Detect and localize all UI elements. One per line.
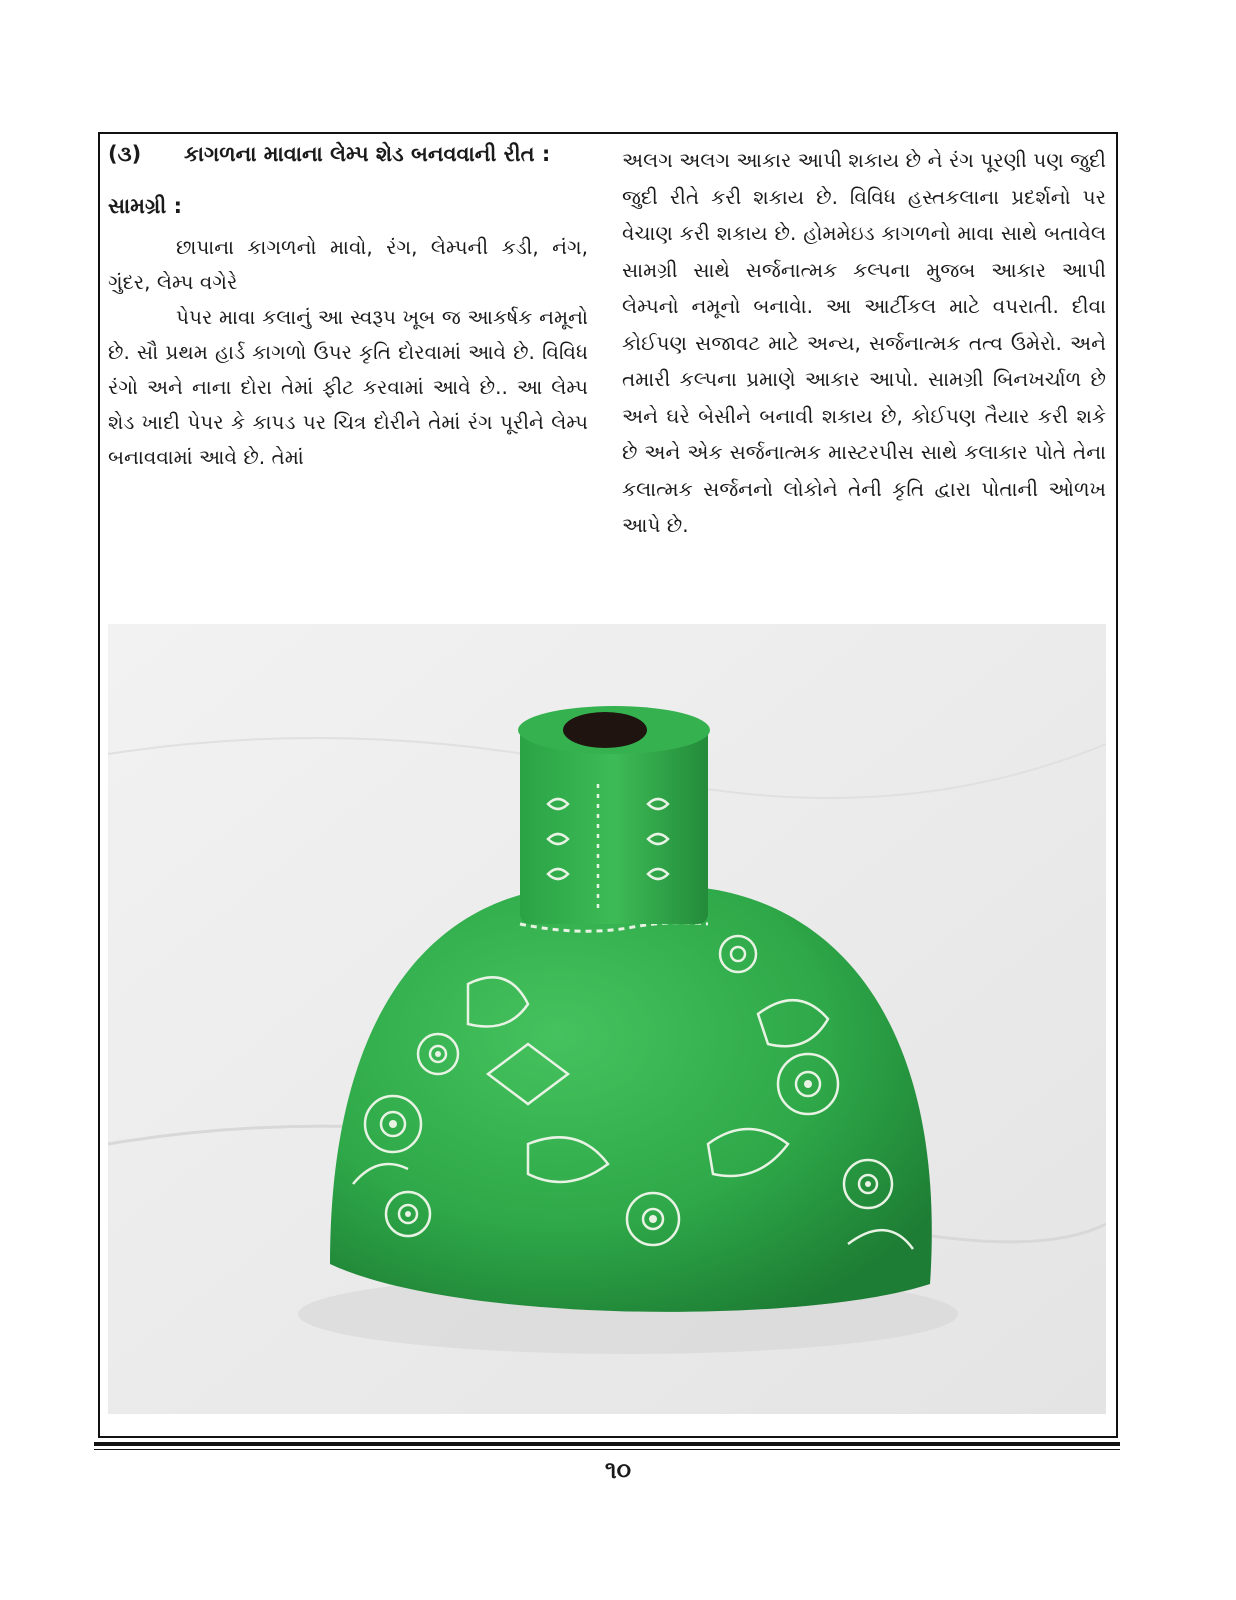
- materials-text: છાપાના કાગળનો માવો, રંગ, લેમ્પની કડી, નંગ, ગુંદર, લેમ્પ વગેરે: [108, 235, 588, 294]
- section-heading: [108, 142, 588, 182]
- left-paragraph: પેપર માવા કલાનું આ સ્વરૂપ ખૂબ જ આકર્ષક નમૂનો છે. સૌ પ્રથમ હાર્ડ કાગળો ઉપર કૃતિ દોરવામાં આવે છે. વિવિધ રંગો અને નાના દોરા તેમાં ફીટ કરવામાં આવે છે.. આ લેમ્પ શેડ ખાદી પેપર કે કાપડ પર ચિત્ર દોરીને તેમાં રંગ પૂરીને લેમ્પ બનાવવામાં આવે છે. તેમાં: [108, 305, 588, 469]
- materials-heading: સામગ્રી :: [108, 194, 183, 218]
- right-paragraph: અલગ અલગ આકાર આપી શકાય છે ને રંગ પૂરણી પણ જુદી જુદી રીતે કરી શકાય છે. વિવિધ હસ્તકલાના પ્રદર્શનો પર વેચાણ કરી શકાય છે. હોમમેઇડ કાગળનો માવા સાથે બતાવેલ સામગ્રી સાથે સર્જનાત્મક કલ્પના મુજબ આકાર આપી લેમ્પનો નમૂનો બનાવેા. આ આર્ટીકલ માટે વપરાતી. દીવા કોઈપણ સજાવટ માટે અન્ય, સર્જનાત્મક તત્વ ઉમેરો. અને તમારી કલ્પના પ્રમાણે આકાર આપો. સામગ્રી બિનખર્ચાળ છે અને ઘરે બેસીને બનાવી શકાય છે, કોઈપણ તૈયાર કરી શકે છે અને એક સર્જનાત્મક માસ્ટરપીસ સાથે કલાકાર પોતે તેના કલાત્મક સર્જનનો લોકોને તેની કૃતિ દ્વારા પોતાની ઓળખ આપે છે.: [622, 148, 1106, 537]
- lamp-neck: [518, 706, 710, 924]
- left-column: [108, 142, 588, 475]
- section-number: (૩): [108, 142, 142, 166]
- footer-rule-thin: [94, 1449, 1120, 1450]
- footer-rule: [94, 1442, 1120, 1446]
- page-number: ૧૦: [604, 1456, 632, 1484]
- right-column: [622, 142, 1106, 544]
- section-title: કાગળના માવાના લેમ્પ શેડ બનવવાની રીત :: [184, 142, 551, 166]
- lamp-shade-photo: [108, 624, 1106, 1414]
